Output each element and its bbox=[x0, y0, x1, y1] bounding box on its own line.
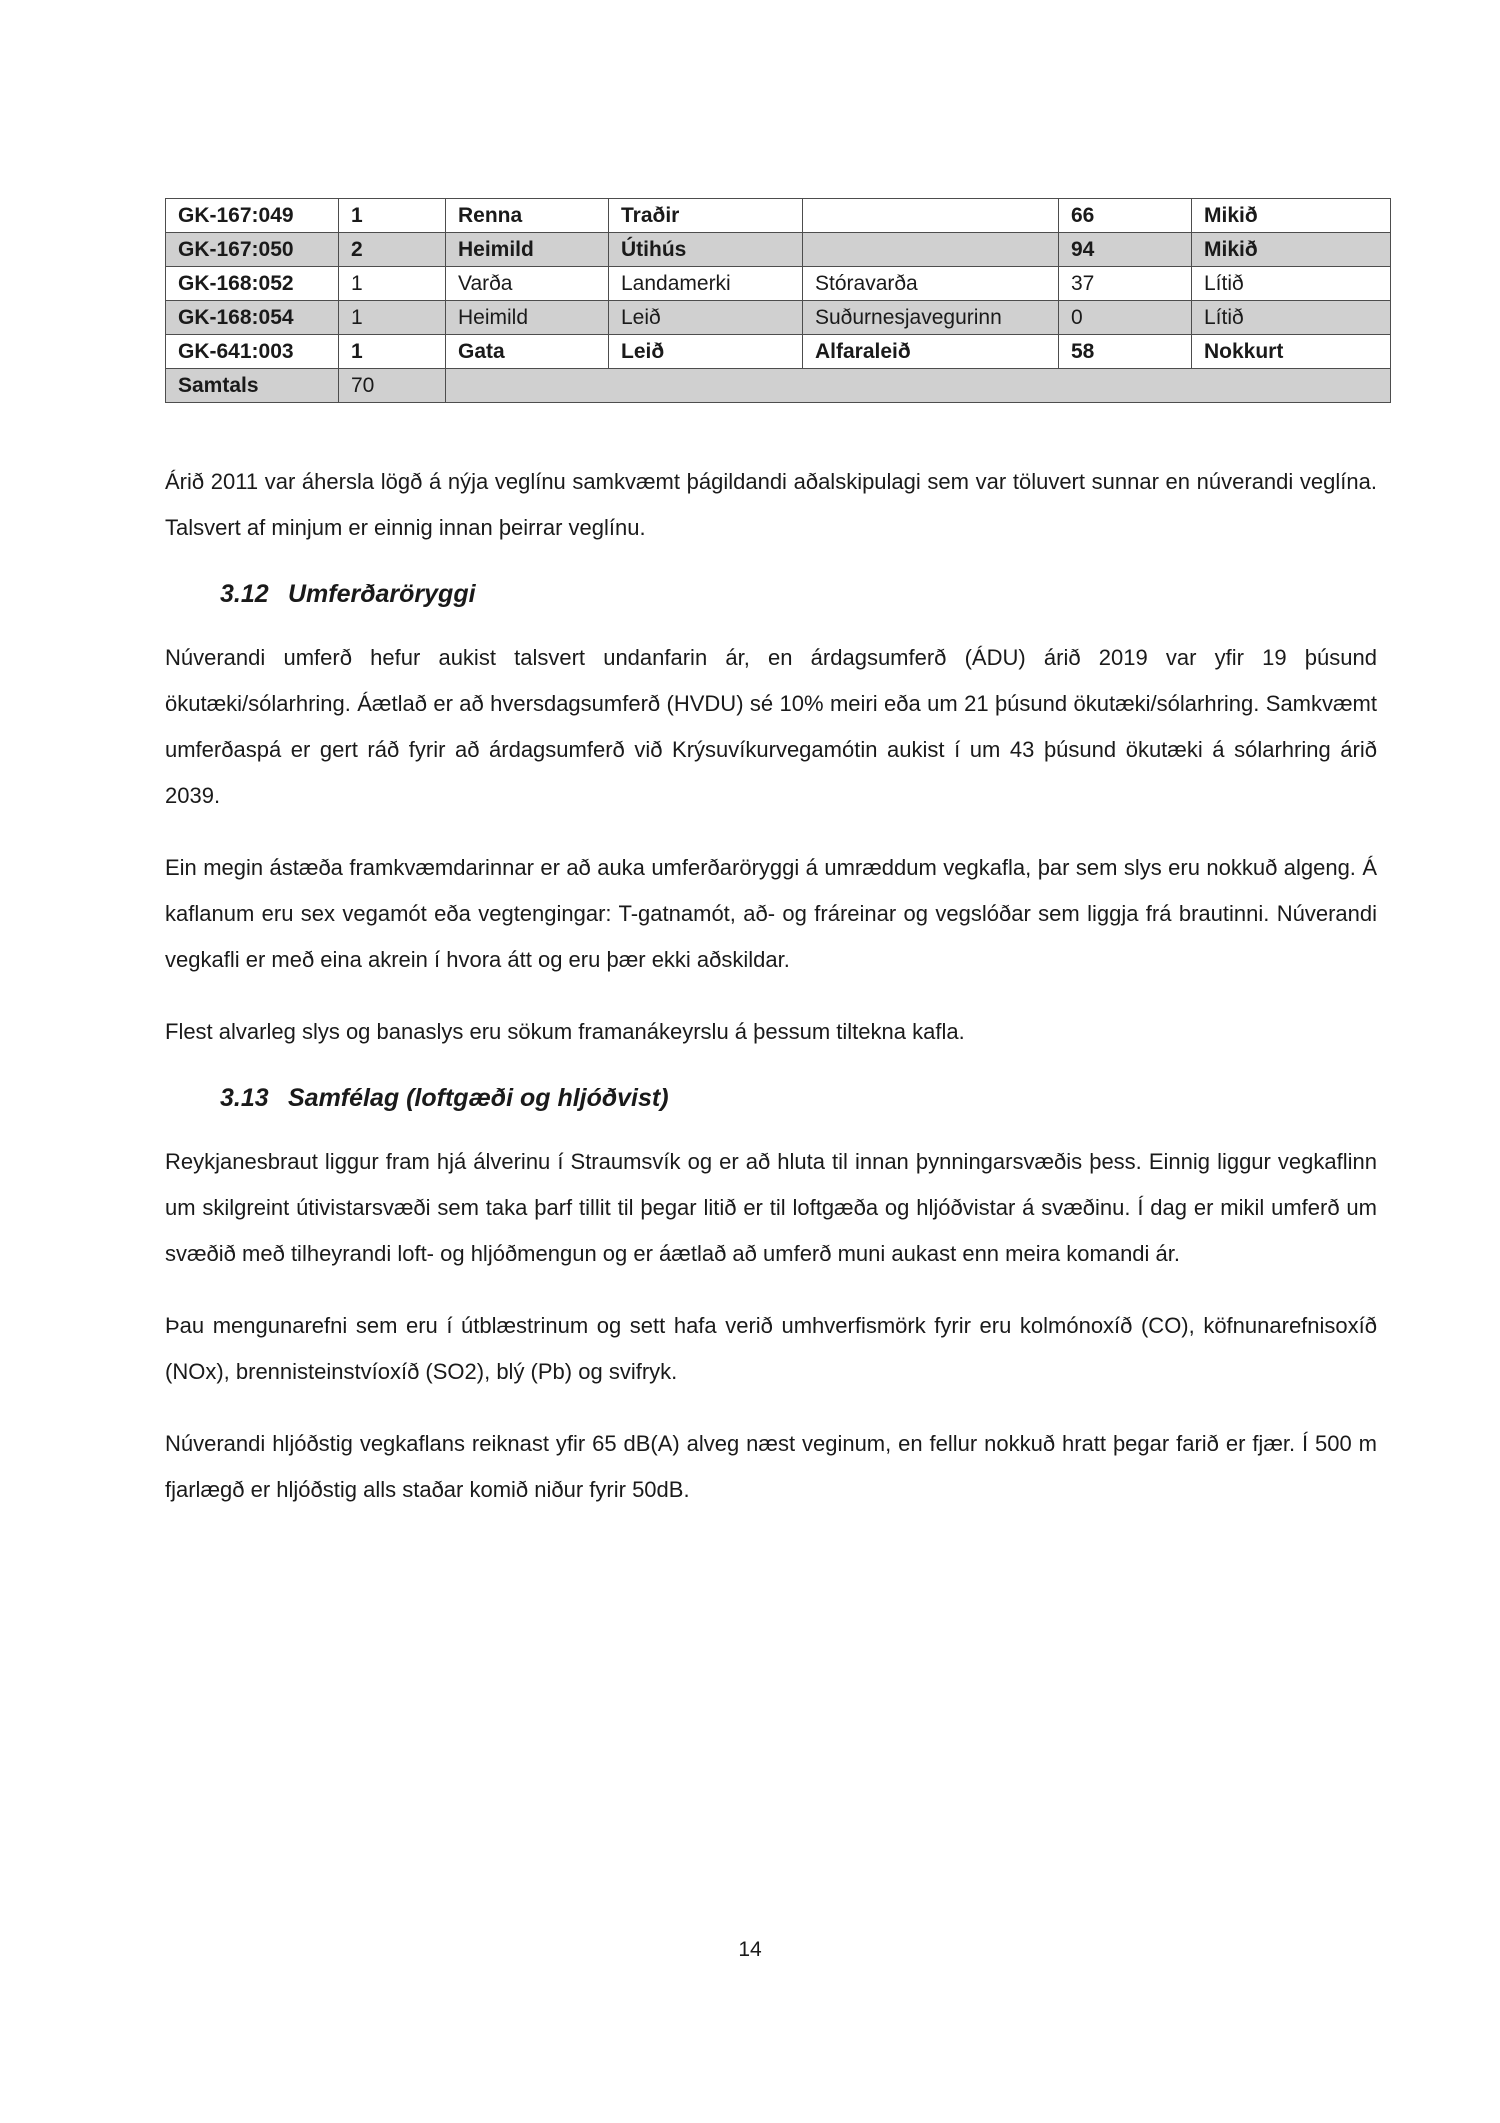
section-title: Samfélag (loftgæði og hljóðvist) bbox=[288, 1084, 669, 1112]
paragraph-noise: Núverandi hljóðstig vegkaflans reiknast yfir 65 dB(A) alveg næst veginum, en fellur nokkuð hratt þegar farið er fjær. Í 500 m fjarlægð er hljóðstig alls staðar komið niður fyrir 50dB. bbox=[165, 1431, 1377, 1502]
table-row bbox=[166, 267, 1391, 301]
table-cell-type: Heimild bbox=[446, 233, 609, 267]
table-cell-condition: Mikið bbox=[1192, 233, 1391, 267]
table-cell-condition: Lítið bbox=[1192, 301, 1391, 335]
paragraph-accidents: Flest alvarleg slys og banaslys eru sökum framanákeyrslu á þessum tiltekna kafla. bbox=[165, 1019, 965, 1044]
section-heading-traffic-safety bbox=[165, 577, 1377, 611]
heritage-sites-table bbox=[165, 198, 1391, 403]
table-cell-site-id: GK-168:054 bbox=[166, 301, 339, 335]
table-cell-count: 1 bbox=[339, 301, 446, 335]
table-cell-site-id: GK-167:050 bbox=[166, 233, 339, 267]
table-cell-number: 66 bbox=[1059, 199, 1192, 233]
table-cell-name: Stóravarða bbox=[803, 267, 1059, 301]
table-cell-role: Landamerki bbox=[609, 267, 803, 301]
page-content bbox=[165, 198, 1377, 1539]
table-cell-number: 58 bbox=[1059, 335, 1192, 369]
table-cell-role: Leið bbox=[609, 335, 803, 369]
table-cell-name: Alfaraleið bbox=[803, 335, 1059, 369]
table-cell-type: Heimild bbox=[446, 301, 609, 335]
section-heading-community bbox=[165, 1081, 1377, 1115]
paragraph-safety: Ein megin ástæða framkvæmdarinnar er að auka umferðaröryggi á umræddum vegkafla, þar sem slys eru nokkuð algeng. Á kaflanum eru sex vegamót eða vegtengingar: T-gatnamót, að- og fráreinar og vegslóðar sem liggja frá brautinni. Núverandi vegkafli er með eina akrein í hvora átt og eru þær ekki aðskildar. bbox=[165, 855, 1377, 972]
table-row bbox=[166, 199, 1391, 233]
table-cell-role: Leið bbox=[609, 301, 803, 335]
paragraph-planning: Árið 2011 var áhersla lögð á nýja veglínu samkvæmt þágildandi aðalskipulagi sem var töluvert sunnar en núverandi veglína. Talsvert af minjum er einnig innan þeirrar veglínu. bbox=[165, 469, 1377, 540]
paragraph-pollutants: Þau mengunarefni sem eru í útblæstrinum og sett hafa verið umhverfismörk fyrir eru kolmónoxíð (CO), köfnunarefnisoxíð (NOx), brennisteinstvíoxíð (SO2), blý (Pb) og svifryk. bbox=[165, 1313, 1377, 1384]
table-cell-empty bbox=[446, 369, 1391, 403]
page-number: 14 bbox=[738, 1938, 762, 1961]
table-cell-number: 37 bbox=[1059, 267, 1192, 301]
table-cell-count: 1 bbox=[339, 267, 446, 301]
table-cell-number: 94 bbox=[1059, 233, 1192, 267]
table-total-row bbox=[166, 369, 1391, 403]
table-cell-total-label: Samtals bbox=[166, 369, 339, 403]
table-cell-count: 1 bbox=[339, 199, 446, 233]
table-cell-site-id: GK-168:052 bbox=[166, 267, 339, 301]
table-cell-number: 0 bbox=[1059, 301, 1192, 335]
table-cell-total-value: 70 bbox=[339, 369, 446, 403]
table-row bbox=[166, 335, 1391, 369]
table-cell-name bbox=[803, 199, 1059, 233]
table-cell-type: Varða bbox=[446, 267, 609, 301]
table-cell-type: Gata bbox=[446, 335, 609, 369]
table-cell-site-id: GK-641:003 bbox=[166, 335, 339, 369]
paragraph-traffic: Núverandi umferð hefur aukist talsvert undanfarin ár, en árdagsumferð (ÁDU) árið 2019 var yfir 19 þúsund ökutæki/sólarhring. Áætlað er að hversdagsumferð (HVDU) sé 10% meiri eða um 21 þúsund ökutæki/sólarhring. Samkvæmt umferðaspá er gert ráð fyrir að árdagsumferð við Krýsuvíkurvegamótin aukist í um 43 þúsund ökutæki á sólarhring árið 2039. bbox=[165, 645, 1377, 808]
table-row bbox=[166, 301, 1391, 335]
table-row bbox=[166, 233, 1391, 267]
paragraph-community: Reykjanesbraut liggur fram hjá álverinu í Straumsvík og er að hluta til innan þynningarsvæðis þess. Einnig liggur vegkaflinn um skilgreint útivistarsvæði sem taka þarf tillit til þegar litið er til loftgæða og hljóðvistar á svæðinu. Í dag er mikil umferð um svæðið með tilheyrandi loft- og hljóðmengun og er áætlað að umferð muni aukast enn meira komandi ár. bbox=[165, 1149, 1377, 1266]
table-cell-count: 1 bbox=[339, 335, 446, 369]
table-cell-type: Renna bbox=[446, 199, 609, 233]
table-cell-count: 2 bbox=[339, 233, 446, 267]
table-cell-condition: Mikið bbox=[1192, 199, 1391, 233]
section-number: 3.13 bbox=[220, 1084, 269, 1112]
table-cell-condition: Nokkurt bbox=[1192, 335, 1391, 369]
table-cell-name: Suðurnesjavegurinn bbox=[803, 301, 1059, 335]
section-title: Umferðaröryggi bbox=[288, 580, 476, 608]
table-cell-condition: Lítið bbox=[1192, 267, 1391, 301]
table-cell-name bbox=[803, 233, 1059, 267]
table-cell-role: Útihús bbox=[609, 233, 803, 267]
table-cell-site-id: GK-167:049 bbox=[166, 199, 339, 233]
section-number: 3.12 bbox=[220, 580, 269, 608]
table-cell-role: Traðir bbox=[609, 199, 803, 233]
